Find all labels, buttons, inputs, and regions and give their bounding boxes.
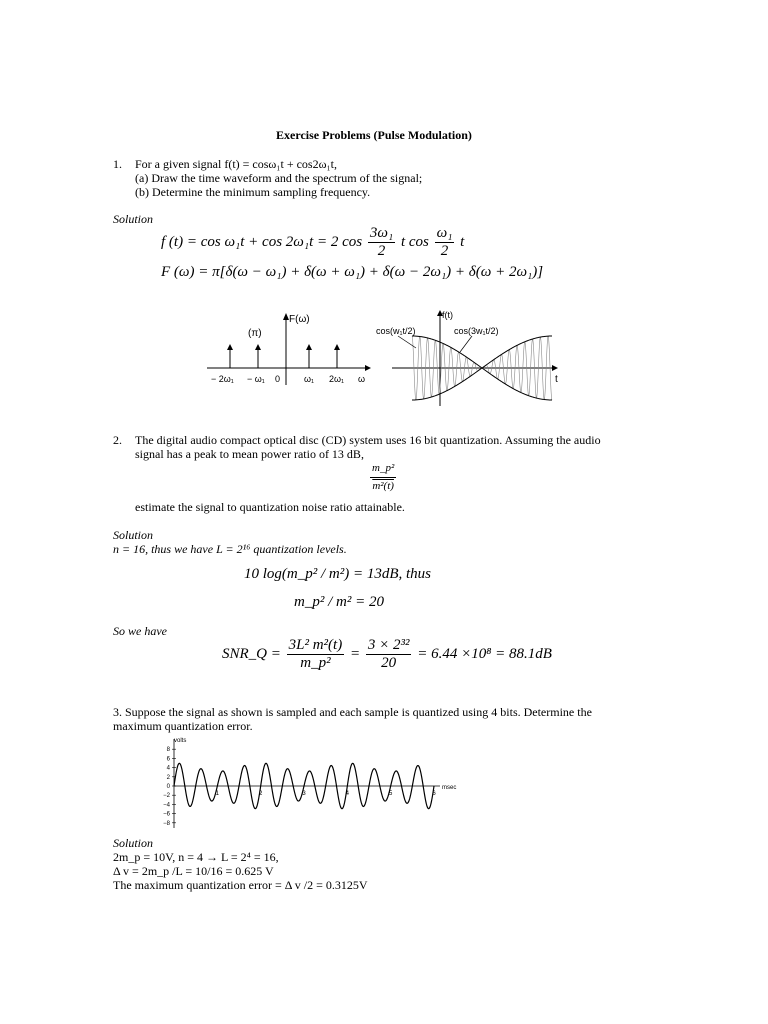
spectrum-tick: ω bbox=[358, 374, 366, 384]
waveform-label-cos2: cos(3w₁t/2) bbox=[454, 326, 499, 336]
problem-1-equation-time: f (t) = cos ω₁t + cos 2ω₁t = 2 cos $\frac{\text{3ω₁}}{2}$ t cos $\frac{\text{ω₁}}{2}$ t bbox=[161, 225, 465, 259]
problem-3-solution-label: Solution bbox=[113, 836, 154, 850]
x-tick-label: 4 bbox=[345, 791, 350, 797]
problem-1-part-b: (b) Determine the minimum sampling frequency. bbox=[135, 185, 371, 199]
problem-3-solution-line-3: The maximum quantization error = Δ v /2 = 0.3125V bbox=[113, 878, 368, 892]
problem-2-solution-label: Solution bbox=[113, 528, 154, 542]
problem-2-snr-equation: SNR_Q = $\frac{\text{3L² m²(t)}}{\text{m\_p²}}$ = $\frac{\text{3 × 2³²}}{20}$ = 6.44 ×10⁸ = 88.1dB bbox=[222, 637, 552, 671]
problem-1-stem: For a given signal f(t) = cosω₁t + cos2ω₁t, bbox=[135, 157, 338, 171]
waveform-label-ft: f(t) bbox=[442, 310, 453, 320]
problem-2-equation-1: 10 log(m_p² / m²) = 13dB, thus bbox=[244, 566, 432, 582]
x-tick-label: 6 bbox=[432, 791, 436, 797]
page-title: Exercise Problems (Pulse Modulation) bbox=[276, 128, 472, 142]
spectrum-tick: 2ω₁ bbox=[329, 374, 345, 384]
problem-2-line-1: The digital audio compact optical disc (CD) system uses 16 bit quantization. Assuming the audio bbox=[135, 433, 601, 447]
x-tick-label: 3 bbox=[302, 791, 306, 797]
problem-1-number: 1. bbox=[113, 157, 122, 171]
problem-2-solution-line: n = 16, thus we have L = 2¹⁶ quantization levels. bbox=[113, 542, 347, 556]
problem-2-number: 2. bbox=[113, 433, 122, 447]
y-tick-label: −2 bbox=[163, 793, 170, 800]
problem-2-line-3: estimate the signal to quantization noise ratio attainable. bbox=[135, 500, 405, 514]
problem-3-line-2: maximum quantization error. bbox=[113, 719, 253, 733]
y-tick-label: −6 bbox=[163, 811, 170, 818]
problem-1-part-a: (a) Draw the time waveform and the spectrum of the signal; bbox=[135, 171, 423, 185]
spectrum-diagram bbox=[205, 310, 380, 390]
waveform-label-t: t bbox=[555, 374, 558, 385]
spectrum-label-pi: (π) bbox=[248, 328, 262, 339]
problem-2-so-we-have: So we have bbox=[113, 624, 167, 638]
spectrum-tick: − ω₁ bbox=[247, 374, 265, 384]
sampled-signal-plot bbox=[158, 734, 478, 830]
y-tick-label: −8 bbox=[163, 820, 170, 827]
problem-3-line-1: 3. Suppose the signal as shown is sampled and each sample is quantized using 4 bits. Determine the bbox=[113, 705, 592, 719]
x-tick-label: 2 bbox=[258, 791, 263, 797]
time-waveform-diagram bbox=[372, 308, 567, 408]
problem-1-equation-spectrum: F (ω) = π[δ(ω − ω₁) + δ(ω + ω₁) + δ(ω − 2ω₁) + δ(ω + 2ω₁)] bbox=[161, 264, 544, 280]
y-tick-label: −4 bbox=[163, 802, 170, 809]
spectrum-label-f: F(ω) bbox=[289, 314, 310, 325]
y-tick-label: 0 bbox=[166, 784, 170, 790]
problem-3-solution-line-2: Δ v = 2m_p /L = 10/16 = 0.625 V bbox=[113, 864, 274, 878]
y-tick-label: 8 bbox=[166, 747, 170, 754]
y-tick-label: 6 bbox=[166, 756, 170, 763]
y-axis-label: volts bbox=[174, 738, 187, 744]
x-axis-label: msec bbox=[442, 785, 457, 791]
problem-2-line-2: signal has a peak to mean power ratio of 13 dB, bbox=[135, 447, 364, 461]
x-tick-label: 5 bbox=[388, 791, 393, 797]
spectrum-tick: − 2ω₁ bbox=[211, 374, 234, 384]
problem-2-ratio: $\frac{\text{m\_p²}}{\text{m²(t)}}$ bbox=[372, 462, 395, 492]
problem-1-solution-label: Solution bbox=[113, 212, 154, 226]
spectrum-tick: 0 bbox=[275, 374, 281, 384]
y-tick-label: 4 bbox=[166, 765, 170, 772]
spectrum-tick: ω₁ bbox=[304, 374, 315, 384]
problem-3-solution-line-1: 2m_p = 10V, n = 4 → L = 2⁴ = 16, bbox=[113, 850, 279, 864]
problem-2-equation-2: m_p² / m² = 20 bbox=[294, 594, 384, 610]
x-tick-label: 1 bbox=[215, 791, 220, 797]
waveform-label-cos1: cos(w₁t/2) bbox=[376, 326, 416, 336]
y-tick-label: 2 bbox=[166, 774, 170, 781]
